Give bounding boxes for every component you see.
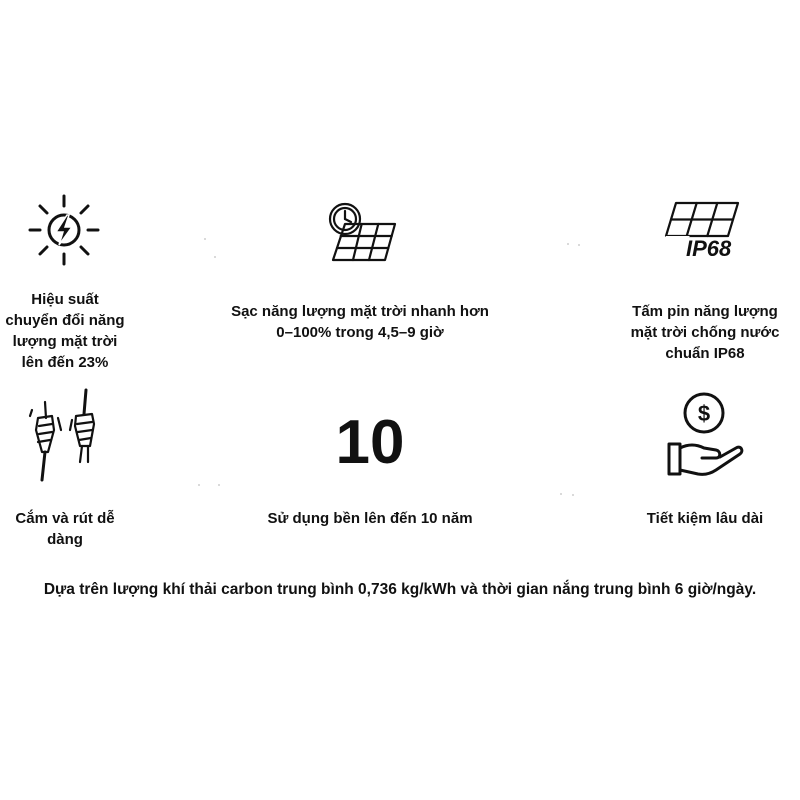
decorative-dot [578, 244, 580, 246]
feature-label-durability: Sử dụng bền lên đến 10 năm [267, 510, 473, 527]
sun-lightning-icon [28, 194, 100, 266]
decorative-dot [567, 243, 569, 245]
footnote-text: Dựa trên lượng khí thải carbon trung bình 0,736 kg/kWh và thời gian nắng trung bình 6 giờ/ngày. [43, 581, 757, 598]
decorative-dot [572, 494, 574, 496]
connector-plug-icon [28, 390, 108, 482]
solar-panel-ip68-icon [658, 200, 750, 262]
feature-label-fast-charge: Sạc năng lượng mặt trời nhanh hơn 0–100% trong 4,5–9 giờ [231, 303, 489, 341]
feature-label-plug: Cắm và rút dễ dàng [15, 510, 115, 548]
decorative-dot [204, 238, 206, 240]
solar-panel-clock-icon [327, 202, 399, 264]
feature-label-efficiency: Hiệu suất chuyển đổi năng lượng mặt trời lên đến 23% [5, 291, 125, 371]
feature-label-waterproof: Tấm pin năng lượng mặt trời chống nước chuẩn IP68 [630, 303, 780, 362]
feature-label-savings: Tiết kiệm lâu dài [646, 510, 764, 527]
decorative-dot [214, 256, 216, 258]
durability-years-number: 10 [335, 408, 405, 477]
ip68-icon-text: IP68 [686, 236, 732, 261]
hand-coin-dollar-icon [664, 392, 746, 482]
dollar-sign-icon-text: $ [697, 401, 711, 426]
decorative-dot [560, 493, 562, 495]
decorative-dot [198, 484, 200, 486]
decorative-dot [218, 484, 220, 486]
